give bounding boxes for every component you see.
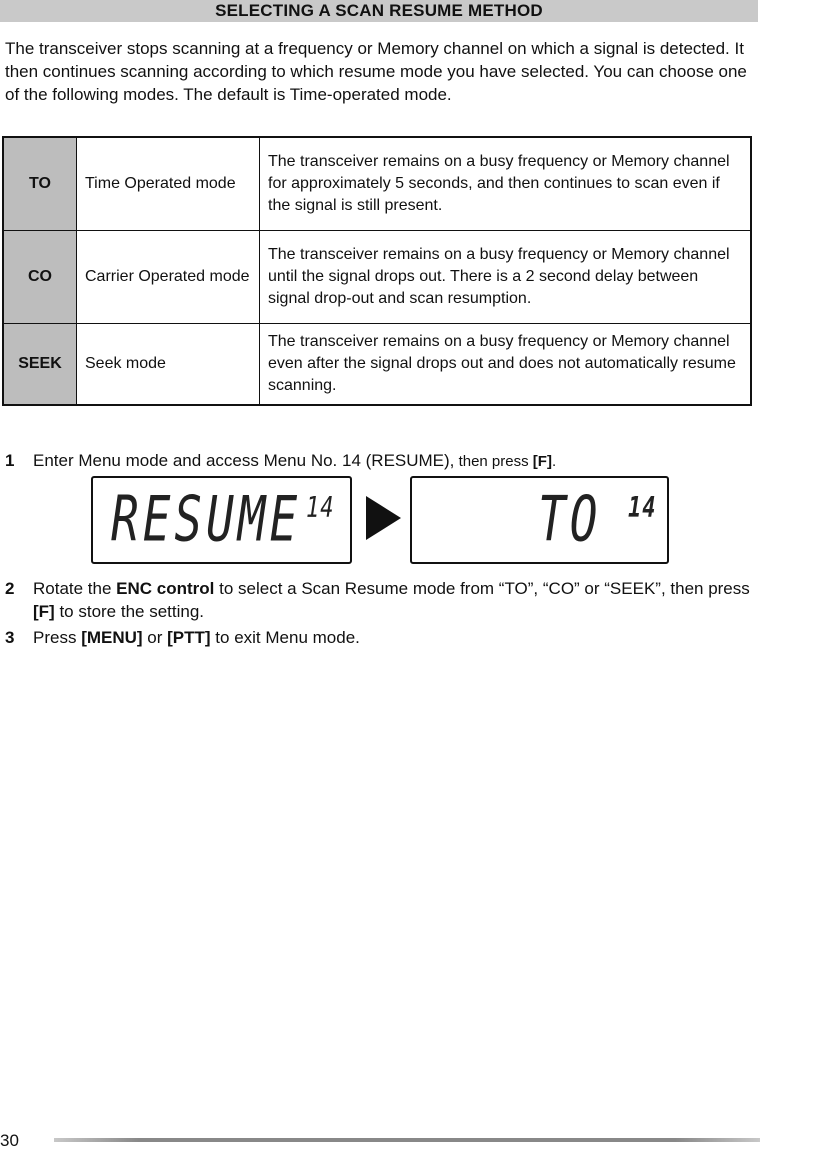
page-number: 30	[0, 1131, 19, 1150]
step-text: Enter Menu mode and access Menu No. 14 (RESUME), then press [F].	[33, 451, 557, 470]
section-heading: SELECTING A SCAN RESUME METHOD	[215, 1, 543, 20]
lcd-menu-number: 14	[628, 492, 657, 525]
arrow-right-icon	[364, 495, 402, 541]
mode-description: The transceiver remains on a busy frequency or Memory channel for approximately 5 seconds, and then continues to scan even if the signal is still present.	[260, 137, 752, 231]
mode-code: CO	[3, 231, 77, 324]
mode-name: Time Operated mode	[77, 137, 260, 231]
step-number: 3	[5, 628, 15, 647]
table-row	[3, 137, 751, 231]
mode-name: Seek mode	[77, 324, 260, 406]
enc-control-label: ENC control	[116, 579, 215, 598]
key-menu: [MENU]	[81, 628, 143, 647]
table-row	[3, 231, 751, 324]
lcd-display-resume	[91, 476, 352, 564]
mode-name: Carrier Operated mode	[77, 231, 260, 324]
lcd-menu-number: 14	[306, 492, 335, 525]
step-text: Press [MENU] or [PTT] to exit Menu mode.	[33, 628, 360, 647]
key-f: [F]	[33, 602, 55, 621]
lcd-display-to	[410, 476, 669, 564]
mode-description: The transceiver remains on a busy frequency or Memory channel until the signal drops out. There is a 2 second delay between signal drop-out and scan resumption.	[260, 231, 752, 324]
intro-paragraph: The transceiver stops scanning at a frequency or Memory channel on which a signal is detected. It then continues scanning according to which resume mode you have selected. You can choose one of the following modes. The default is Time-operated mode.	[5, 39, 747, 104]
table-row	[3, 324, 751, 406]
resume-modes-table	[2, 136, 752, 406]
key-f: [F]	[532, 453, 552, 470]
mode-code: TO	[3, 137, 77, 231]
step-number: 1	[5, 451, 15, 470]
step-text: Rotate the ENC control to select a Scan Resume mode from “TO”, “CO” or “SEEK”, then press [F] to store the setting.	[33, 579, 750, 621]
section-heading-bar	[0, 0, 758, 22]
key-ptt: [PTT]	[167, 628, 211, 647]
lcd-main-text: RESUME	[111, 482, 302, 556]
step-number: 2	[5, 579, 15, 598]
lcd-main-text: TO	[538, 482, 602, 556]
mode-description: The transceiver remains on a busy frequency or Memory channel even after the signal drops out and does not automatically resume scanning.	[260, 324, 752, 406]
mode-code: SEEK	[3, 324, 77, 406]
footer-rule	[54, 1138, 760, 1142]
